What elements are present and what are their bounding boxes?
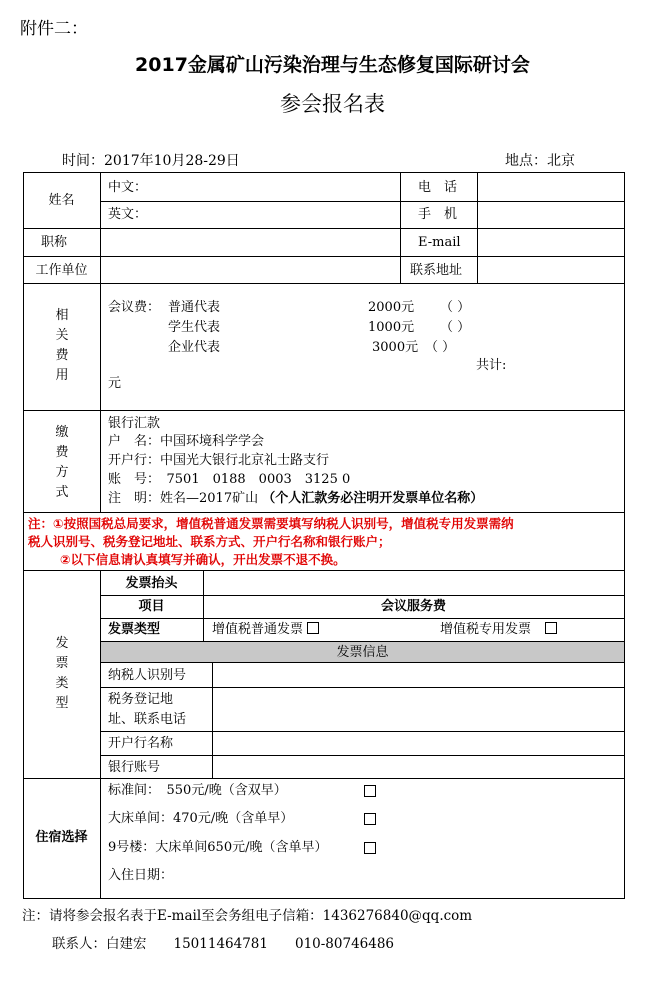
lodging-standard: 标准间： 550元/晚（含双早） <box>108 783 287 798</box>
title-input[interactable] <box>101 229 399 255</box>
notice-line-3: ②以下信息请认真填写并确认，开出发票不退不换。 <box>60 552 346 567</box>
invoice-normal-option[interactable]: 增值税普通发票 <box>212 622 319 638</box>
notice-line-2: 税人识别号、税务登记地址、联系方式、开户行名称和银行账户； <box>28 534 391 549</box>
invoice-header-input[interactable] <box>204 571 624 595</box>
reg-address-label-2: 址、联系电话 <box>108 712 187 727</box>
chinese-name-field[interactable]: 中文： <box>108 180 148 195</box>
invoice-special-option[interactable]: 增值税专用发票 <box>440 622 557 638</box>
fee-amount-regular: 2000元 <box>368 300 415 315</box>
invoice-info-header: 发票信息 <box>336 645 389 660</box>
lodging-building9-checkbox[interactable] <box>364 842 376 854</box>
reg-address-label-1: 税务登记地 <box>108 692 174 707</box>
fee-type-regular: 普通代表 <box>168 300 221 315</box>
fee-check-corporate[interactable]: （ ） <box>425 340 456 355</box>
address-input[interactable] <box>478 257 624 283</box>
fee-check-student[interactable]: （ ） <box>440 320 471 335</box>
invoice-header-label: 发票抬头 <box>125 576 178 591</box>
payment-note-emphasis: （个人汇款务必注明开发票单位名称） <box>262 491 484 506</box>
payment-label: 缴费方式 <box>55 425 69 500</box>
total-label: 共计: <box>476 358 507 373</box>
lodging-label: 住宿选择 <box>35 830 88 845</box>
mobile-label: 手 机 <box>418 207 458 222</box>
footer-note: 注：请将参会报名表于E-mail至会务组电子信箱：1436276840@qq.com <box>22 908 473 924</box>
invoice-type-section-label: 发票类型 <box>55 636 69 711</box>
fee-amount-corporate: 3000元 <box>372 340 419 355</box>
total-unit: 元 <box>108 376 122 391</box>
lodging-single: 大床单间：470元/晚（含单早） <box>108 811 294 826</box>
fee-type-student: 学生代表 <box>168 320 221 335</box>
taxpayer-id-input[interactable] <box>213 663 624 687</box>
email-input[interactable] <box>478 229 624 255</box>
account-number: 账 号： 7501 0188 0003 3125 0 <box>108 472 351 487</box>
lodging-single-checkbox[interactable] <box>364 813 376 825</box>
invoice-normal-checkbox[interactable] <box>307 622 319 634</box>
invoice-account-input[interactable] <box>213 756 624 778</box>
lodging-building9: 9号楼：大床单间650元/晚（含单早） <box>108 840 328 855</box>
reg-address-input[interactable] <box>213 688 624 731</box>
title-label: 职称 <box>40 235 67 250</box>
email-label: E-mail <box>418 235 461 250</box>
payment-note: 注 明：姓名—2017矿山 （个人汇款务必注明开发票单位名称） <box>108 491 484 506</box>
account-name: 户 名：中国环境科学学会 <box>108 434 265 449</box>
attachment-label: 附件二： <box>20 19 88 39</box>
invoice-item-label: 项目 <box>138 599 165 614</box>
mobile-input[interactable] <box>477 201 624 228</box>
english-name-field[interactable]: 英文： <box>108 207 148 222</box>
employer-input[interactable] <box>101 257 399 283</box>
fee-prefix: 会议费： <box>108 300 161 315</box>
invoice-item-value: 会议服务费 <box>380 599 446 614</box>
invoice-account-label: 银行账号 <box>108 760 161 775</box>
event-place: 地点：北京 <box>505 153 575 169</box>
footer-contact: 联系人：白建宏 15011464781 010-80746486 <box>52 936 395 952</box>
event-time: 时间：2017年10月28-29日 <box>62 153 240 169</box>
fees-label: 相关费用 <box>55 308 69 383</box>
fee-amount-student: 1000元 <box>368 320 415 335</box>
phone-input[interactable] <box>477 172 624 200</box>
checkin-date-field[interactable]: 入住日期： <box>108 868 174 883</box>
fee-check-regular[interactable]: （ ） <box>440 300 471 315</box>
notice-line-1: 注：①按照国税总局要求，增值税普通发票需要填写纳税人识别号，增值税专用发票需纳 <box>28 516 514 531</box>
lodging-standard-checkbox[interactable] <box>364 785 376 797</box>
bank-name: 开户行：中国光大银行北京礼士路支行 <box>108 453 330 468</box>
taxpayer-id-label: 纳税人识别号 <box>108 668 187 683</box>
invoice-bank-input[interactable] <box>213 732 624 755</box>
address-label: 联系地址 <box>410 263 463 278</box>
fee-type-corporate: 企业代表 <box>168 340 221 355</box>
invoice-special-checkbox[interactable] <box>545 622 557 634</box>
invoice-bank-label: 开户行名称 <box>108 736 174 751</box>
phone-label: 电 话 <box>418 180 458 195</box>
employer-label: 工作单位 <box>35 263 88 278</box>
page-title: 2017金属矿山污染治理与生态修复国际研讨会 <box>135 54 530 76</box>
page-subtitle: 参会报名表 <box>280 92 385 116</box>
payment-method: 银行汇款 <box>108 416 161 431</box>
name-label: 姓名 <box>48 193 75 208</box>
invoice-kind-label: 发票类型 <box>108 622 161 637</box>
